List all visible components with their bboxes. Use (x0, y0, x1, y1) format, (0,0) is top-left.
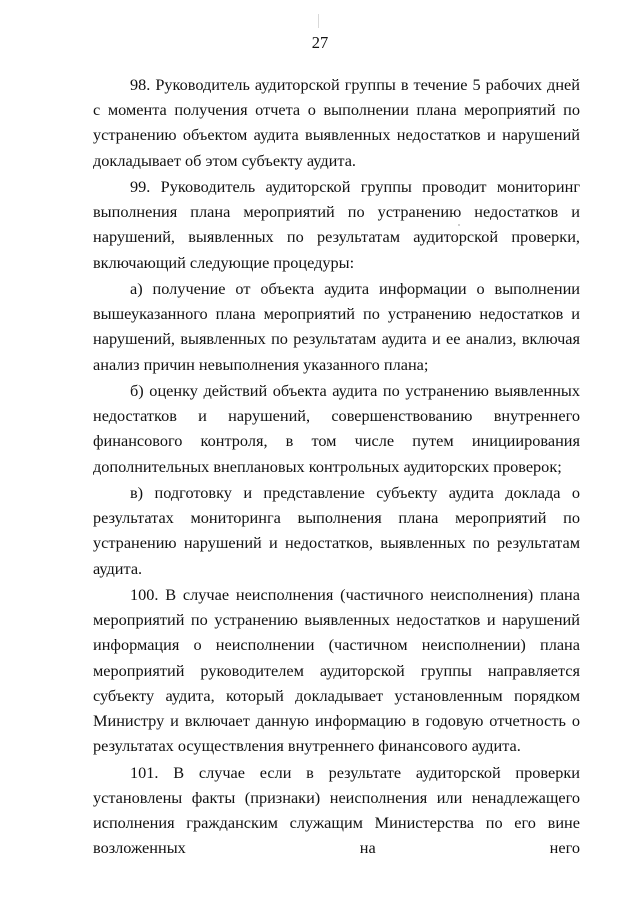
subparagraph-a: а) получение от объекта аудита информации о выполнении вышеуказанного плана мероприятий по устранению недостатков и нарушений, выявленных по результатам аудита и ее анализ, включая анализ причин невыполнения указанного плана; (93, 279, 580, 374)
page-number: 27 (311, 33, 329, 52)
paragraph-100: 100. В случае неисполнения (частичного неисполнения) плана мероприятий по устранению выявленных недостатков и нарушений информация о неисполнении (частичном неисполнении) плана мероприятий руководителем аудиторской группы направляется субъекту аудита, который докладывает установленным порядком Министру и включает данную информацию в годовую отчетность о результатах осуществления внутреннего финансового аудита. (93, 585, 580, 756)
subparagraph-b: б) оценку действий объекта аудита по устранению выявленных недостатков и нарушений, совершенствованию внутреннего финансового контроля, в том числе путем инициирования дополнительных внеплановых контрольных аудиторских проверок; (93, 381, 580, 476)
paragraph-101: 101. В случае если в результате аудиторской проверки установлены факты (признаки) неисполнения или ненадлежащего исполнения гражданским служащим Министерства по его вине возложенных на него (93, 762, 580, 858)
paragraph-98: 98. Руководитель аудиторской группы в течение 5 рабочих дней с момента получения отчета о выполнении плана мероприятий по устранению объектом аудита выявленных недостатков и нарушений докладывает об этом субъекту аудита. (93, 75, 580, 170)
paragraph-99: 99. Руководитель аудиторской группы проводит мониторинг выполнения плана мероприятий по устранению недостатков и нарушений, выявленных по результатам аудиторской проверки, включающий следующие процедуры: (93, 177, 580, 272)
subparagraph-v: в) подготовку и представление субъекту аудита доклада о результатах мониторинга выполнения плана мероприятий по устранению нарушений и недостатков, выявленных по результатам аудита. (93, 483, 580, 578)
document-body (93, 72, 580, 862)
scan-artifact-line (318, 14, 319, 28)
